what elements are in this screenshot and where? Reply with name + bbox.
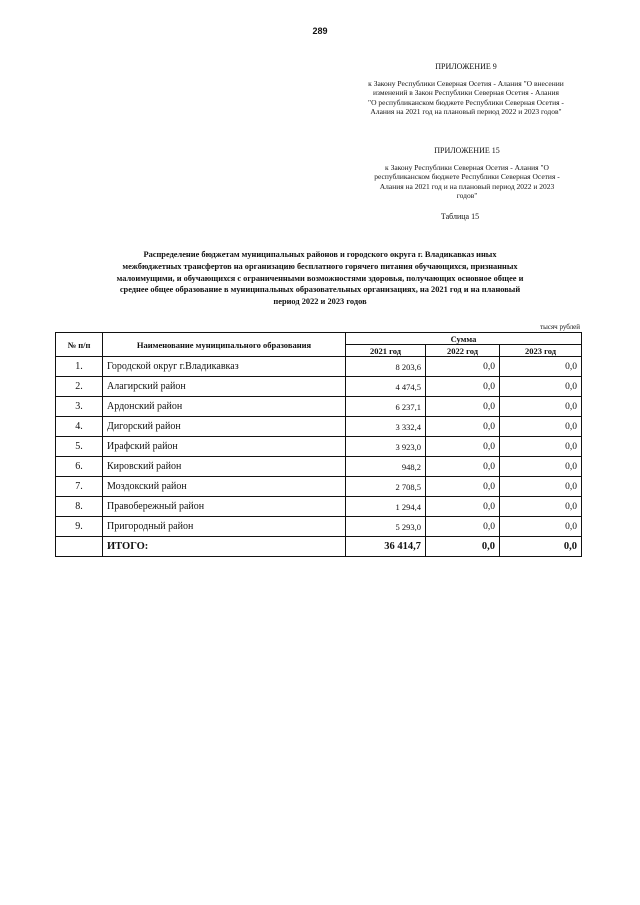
unit-label: тысяч рублей — [540, 323, 580, 331]
municipality-name: Алагирский район — [103, 377, 346, 397]
municipality-name: Кировский район — [103, 457, 346, 477]
row-number: 6. — [56, 457, 103, 477]
header-name: Наименование муниципального образования — [103, 333, 346, 357]
title-line: межбюджетных трансфертов на организацию бесплатного горячего питания обучающихся, признанных — [122, 261, 518, 271]
header-2021: 2021 год — [346, 345, 426, 357]
table-row — [56, 417, 582, 437]
title-line: период 2022 и 2023 годов — [273, 297, 367, 307]
header-2023: 2023 год — [500, 345, 582, 357]
total-2021: 36 414,7 — [346, 537, 426, 557]
total-row — [56, 537, 582, 557]
appendix-9-line: "О республиканском бюджете Республики Северная Осетия - — [368, 97, 564, 107]
appendix-15-line: республиканском бюджете Республики Северная Осетия - — [374, 172, 560, 181]
value-2022: 0,0 — [426, 517, 500, 537]
municipality-name: Пригородный район — [103, 517, 346, 537]
value-2022: 0,0 — [426, 357, 500, 377]
table-row — [56, 497, 582, 517]
table-row — [56, 457, 582, 477]
value-2022: 0,0 — [426, 397, 500, 417]
table-row — [56, 357, 582, 377]
value-2023: 0,0 — [500, 417, 582, 437]
title-line: Распределение бюджетам муниципальных районов и городского округа г. Владикавказ иных — [143, 250, 497, 259]
value-2021: 4 474,5 — [346, 377, 426, 397]
value-2023: 0,0 — [500, 517, 582, 537]
header-2022: 2022 год — [426, 345, 500, 357]
value-2022: 0,0 — [426, 457, 500, 477]
appendix-15-line: к Закону Республики Северная Осетия - Алания "О — [385, 162, 549, 172]
value-2021: 3 923,0 — [346, 437, 426, 457]
value-2022: 0,0 — [426, 377, 500, 397]
value-2021: 2 708,5 — [346, 477, 426, 497]
total-empty-cell — [56, 537, 103, 557]
header-sum: Сумма — [346, 333, 582, 345]
appendix-9-line: Алания на 2021 год на плановый период 2022 и 2023 годов" — [370, 107, 562, 116]
municipality-name: Дигорский район — [103, 417, 346, 437]
appendix-9-line: изменений в Закон Республики Северная Осетия - Алания — [373, 88, 559, 97]
value-2021: 948,2 — [346, 457, 426, 477]
municipality-name: Моздокский район — [103, 477, 346, 497]
value-2023: 0,0 — [500, 477, 582, 497]
appendix-15-line: годов" — [456, 191, 478, 200]
value-2023: 0,0 — [500, 397, 582, 417]
value-2021: 6 237,1 — [346, 397, 426, 417]
value-2022: 0,0 — [426, 417, 500, 437]
municipality-name: Ирафский район — [103, 437, 346, 457]
table-row — [56, 377, 582, 397]
municipality-name: Ардонский район — [103, 397, 346, 417]
table-row — [56, 397, 582, 417]
appendix-9-header — [336, 62, 596, 117]
row-number: 9. — [56, 517, 103, 537]
row-number: 8. — [56, 497, 103, 517]
row-number: 5. — [56, 437, 103, 457]
value-2023: 0,0 — [500, 497, 582, 517]
header-num: № п/п — [56, 333, 103, 357]
row-number: 4. — [56, 417, 103, 437]
row-number: 3. — [56, 397, 103, 417]
appendix-15-line: Алания на 2021 год и на плановый период 2022 и 2023 — [379, 181, 555, 191]
table-row — [56, 517, 582, 537]
appendix-15-header — [352, 146, 582, 201]
municipality-name: Городской округ г.Владикавказ — [103, 357, 346, 377]
total-label: ИТОГО: — [103, 537, 346, 557]
value-2021: 8 203,6 — [346, 357, 426, 377]
title-line: среднее общее образование в муниципальных образовательных организациях, на 2021 год и на плановый — [119, 285, 521, 295]
value-2021: 5 293,0 — [346, 517, 426, 537]
value-2021: 1 294,4 — [346, 497, 426, 517]
title-line: малоимущими, и обучающихся с ограниченными возможностями здоровья, получающих основное общее и — [116, 273, 524, 283]
value-2023: 0,0 — [500, 437, 582, 457]
table-row — [56, 437, 582, 457]
row-number: 7. — [56, 477, 103, 497]
budget-table — [55, 332, 582, 557]
value-2021: 3 332,4 — [346, 417, 426, 437]
row-number: 2. — [56, 377, 103, 397]
table-row — [56, 477, 582, 497]
appendix-9-line: к Закону Республики Северная Осетия - Алания "О внесении — [368, 78, 564, 88]
value-2022: 0,0 — [426, 437, 500, 457]
page-number: 289 — [312, 26, 328, 36]
row-number: 1. — [56, 357, 103, 377]
appendix-9-title: ПРИЛОЖЕНИЕ 9 — [435, 62, 497, 71]
total-2023: 0,0 — [500, 537, 582, 557]
document-title — [55, 249, 585, 308]
value-2022: 0,0 — [426, 477, 500, 497]
value-2023: 0,0 — [500, 457, 582, 477]
value-2023: 0,0 — [500, 377, 582, 397]
table-number: Таблица 15 — [440, 212, 480, 221]
value-2022: 0,0 — [426, 497, 500, 517]
municipality-name: Правобережный район — [103, 497, 346, 517]
total-2022: 0,0 — [426, 537, 500, 557]
value-2023: 0,0 — [500, 357, 582, 377]
appendix-15-title: ПРИЛОЖЕНИЕ 15 — [434, 146, 500, 155]
